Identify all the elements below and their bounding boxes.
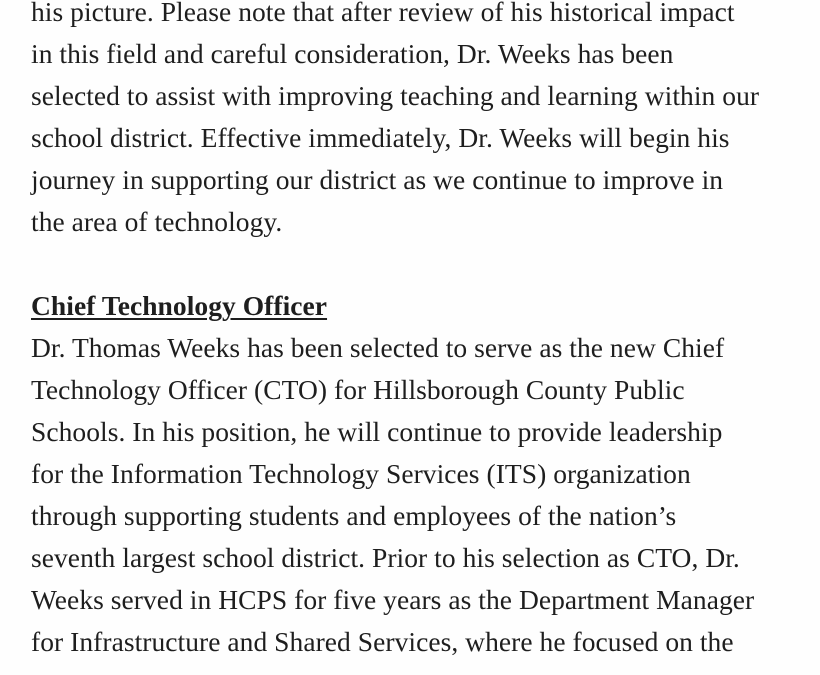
text-line: seventh largest school district. Prior to his selection as CTO, Dr. bbox=[31, 542, 740, 573]
text-line: Weeks served in HCPS for five years as the Department Manager bbox=[31, 584, 755, 615]
section-heading: Chief Technology Officer bbox=[31, 290, 328, 321]
text-line: his picture. Please note that after review of his historical impact bbox=[31, 0, 735, 27]
text-line: through supporting students and employees of the nation’s bbox=[31, 500, 677, 531]
text-line: the area of technology. bbox=[31, 206, 283, 237]
text-line: school district. Effective immediately, Dr. Weeks will begin his bbox=[31, 122, 730, 153]
text-line: selected to assist with improving teaching and learning within our bbox=[31, 80, 760, 111]
text-line: Dr. Thomas Weeks has been selected to serve as the new Chief bbox=[31, 332, 725, 363]
text-line: Schools. In his position, he will continue to provide leadership bbox=[31, 416, 723, 447]
text-line: journey in supporting our district as we continue to improve in bbox=[31, 164, 724, 195]
text-line: for Infrastructure and Shared Services, where he focused on the bbox=[31, 626, 734, 657]
text-line: for the Information Technology Services (ITS) organization bbox=[31, 458, 691, 489]
text-line: in this field and careful consideration, Dr. Weeks has been bbox=[31, 38, 674, 69]
text-line: Technology Officer (CTO) for Hillsborough County Public bbox=[31, 374, 685, 405]
